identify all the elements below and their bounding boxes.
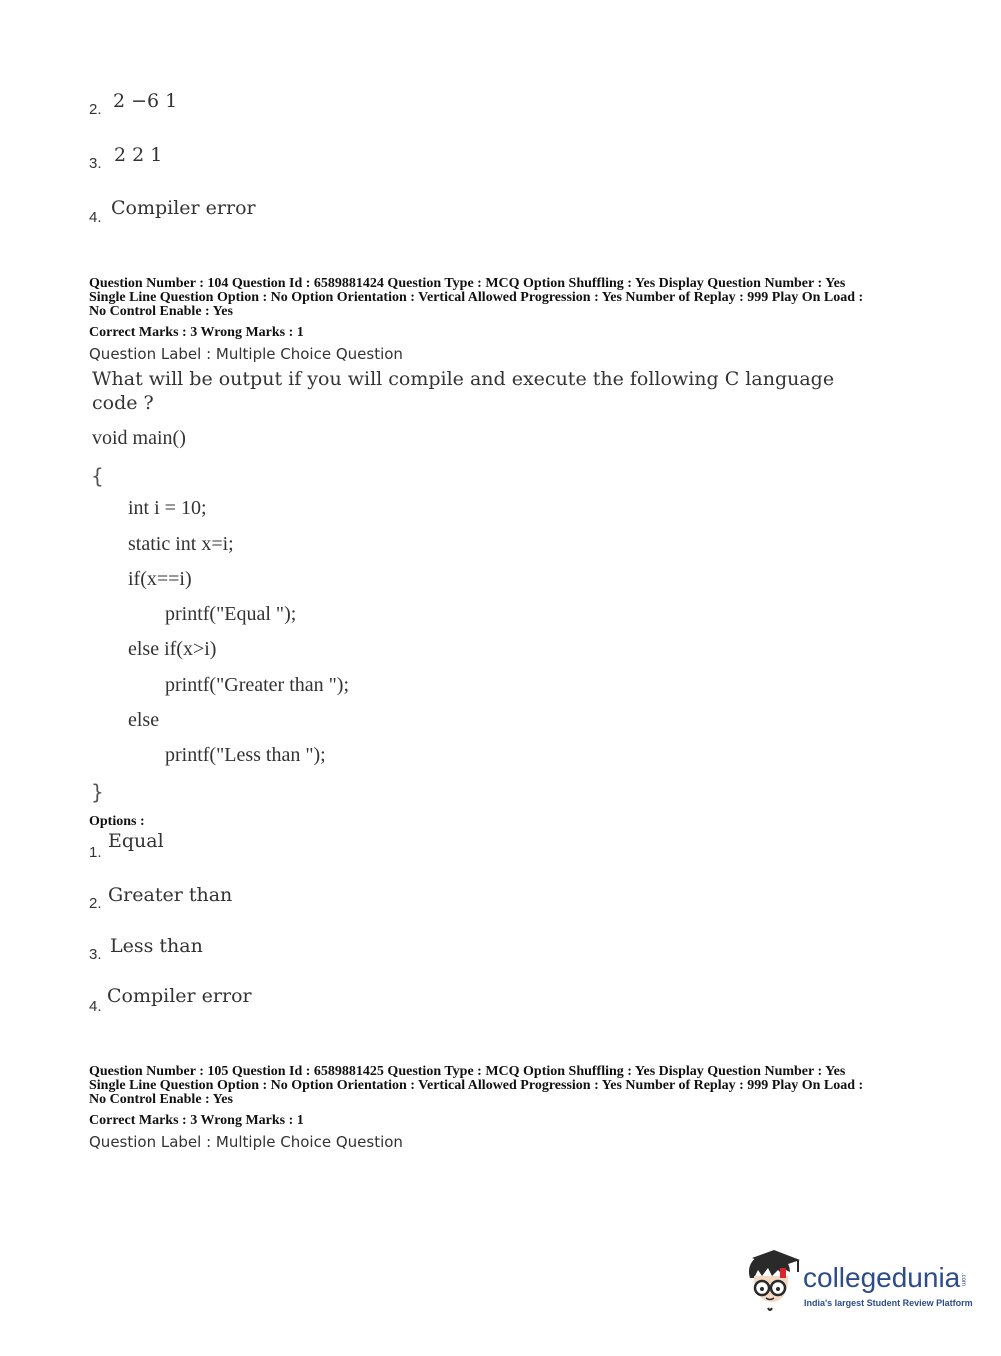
option-text: Equal [108,830,164,852]
question-label: Question Label : Multiple Choice Question [89,1133,403,1151]
option-number: 3. [89,155,102,172]
code-line: void main() [92,427,186,449]
code-line: else if(x>i) [128,638,217,660]
option-number: 2. [89,895,102,912]
logo-domain: .com [960,1273,966,1287]
option-text: Greater than [108,884,233,906]
question-meta-line: Question Number : 104 Question Id : 6589881424 Question Type : MCQ Option Shuffling : Yes Display Question Number : Yes [89,276,846,291]
option-number: 3. [89,946,102,963]
question-marks: Correct Marks : 3 Wrong Marks : 1 [89,1113,304,1128]
code-line: { [91,464,104,488]
code-line: if(x==i) [128,568,192,590]
question-meta-line: No Control Enable : Yes [89,304,233,319]
question-meta-line: Single Line Question Option : No Option Orientation : Vertical Allowed Progression : Yes Number of Replay : 999 Play On Load : [89,290,864,305]
logo-tagline: India's largest Student Review Platform [804,1298,973,1308]
option-number: 4. [89,998,102,1015]
option-number: 1. [89,844,102,861]
question-meta-line: No Control Enable : Yes [89,1092,233,1107]
code-line: printf("Greater than "); [165,674,350,696]
option-text: Compiler error [111,197,256,219]
option-text: 2 −6 1 [113,90,178,112]
code-line: } [91,780,104,804]
question-label: Question Label : Multiple Choice Question [89,345,403,363]
question-text: code ? [92,392,154,414]
code-line: else [128,709,160,731]
code-line: static int x=i; [128,533,234,555]
option-text: Compiler error [107,985,252,1007]
code-line: int i = 10; [128,497,207,519]
code-line: printf("Equal "); [165,603,297,625]
option-text: Less than [110,935,203,957]
option-text: 2 2 1 [114,144,163,166]
question-text: What will be output if you will compile and execute the following C language [92,368,835,390]
question-marks: Correct Marks : 3 Wrong Marks : 1 [89,325,304,340]
option-number: 2. [89,101,102,118]
option-number: 4. [89,209,102,226]
question-meta-line: Single Line Question Option : No Option Orientation : Vertical Allowed Progression : Yes Number of Replay : 999 Play On Load : [89,1078,864,1093]
options-heading: Options : [89,814,145,829]
question-meta-line: Question Number : 105 Question Id : 6589881425 Question Type : MCQ Option Shuffling : Yes Display Question Number : Yes [89,1064,846,1079]
mascot-icon [740,1248,802,1314]
logo-wordmark: collegedunia [803,1262,961,1293]
code-line: printf("Less than "); [165,744,326,766]
